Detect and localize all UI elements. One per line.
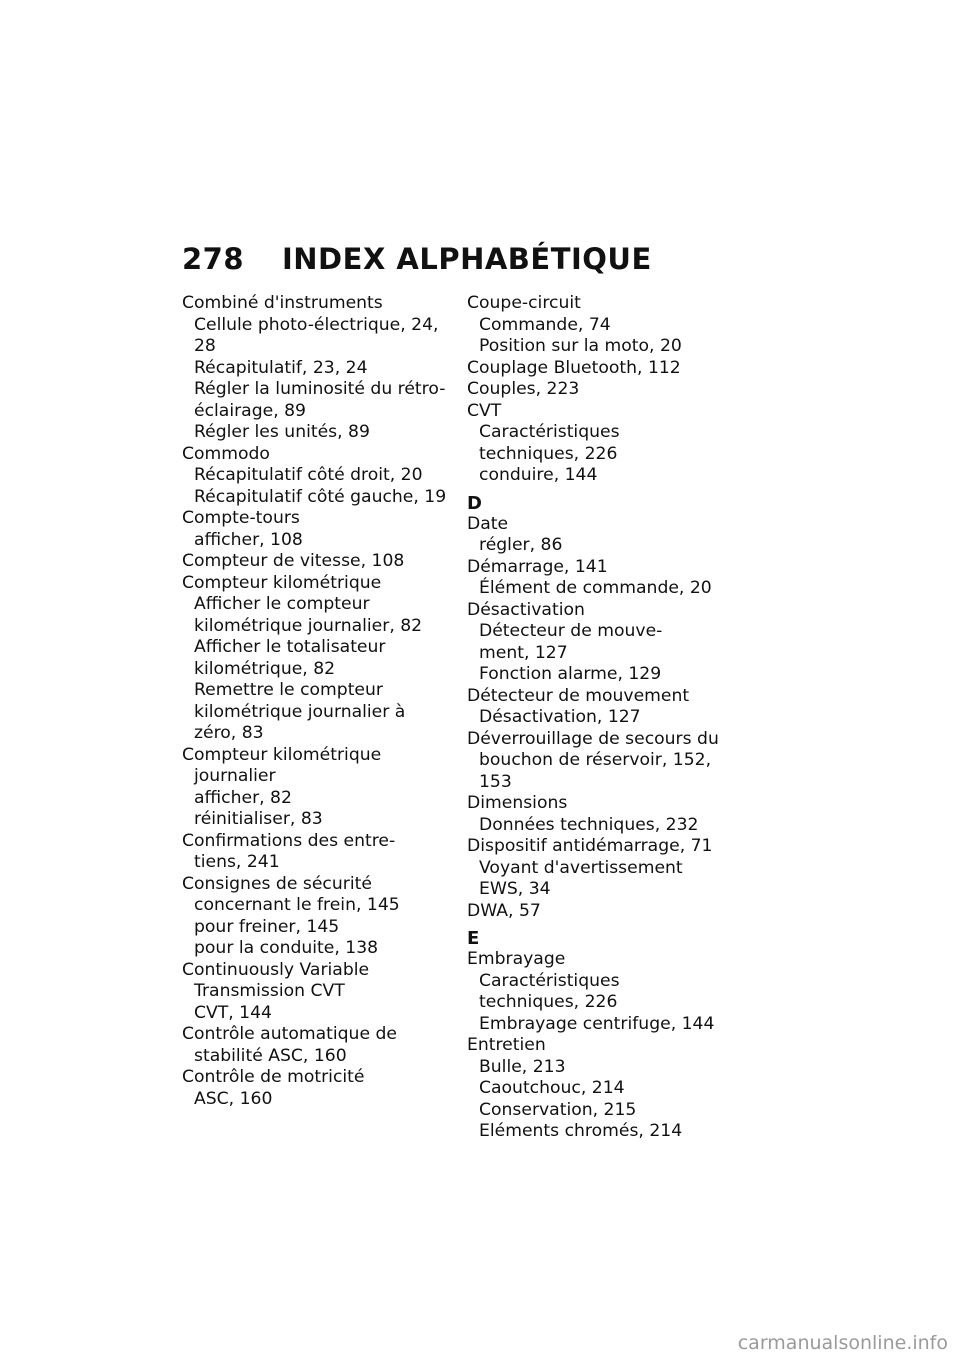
index-subentry: kilométrique, 82	[194, 658, 336, 679]
page-header	[182, 242, 652, 276]
index-entry: Détecteur de mouvement	[467, 685, 690, 706]
index-subentry: Caractéristiques	[479, 422, 620, 442]
index-subentry: Bulle, 213	[479, 1056, 566, 1077]
page-number: 278	[182, 242, 245, 276]
index-subentry: EWS, 34	[479, 879, 551, 899]
index-subentry: Caractéristiques	[479, 970, 620, 991]
index-subentry: Caoutchouc, 214	[479, 1078, 625, 1098]
index-subentry: Cellule photo-électrique, 24,	[194, 314, 439, 335]
index-subentry: Régler les unités, 89	[194, 422, 370, 442]
index-subentry: pour freiner, 145	[194, 916, 340, 937]
index-subentry: Récapitulatif côté droit, 20	[194, 465, 423, 485]
index-entry: Déverrouillage de secours du	[467, 728, 719, 749]
index-subentry: Afficher le compteur	[194, 594, 370, 614]
index-subentry: réinitialiser, 83	[194, 809, 323, 829]
index-entry: Démarrage, 141	[467, 556, 608, 577]
index-entry: Dispositif antidémarrage, 71	[467, 836, 713, 856]
index-entry: Date	[467, 513, 509, 534]
index-entry: Entretien	[467, 1035, 546, 1055]
index-subentry: Commande, 74	[479, 314, 611, 335]
index-subentry: zéro, 83	[194, 723, 264, 743]
index-subentry: Voyant d'avertissement	[479, 857, 683, 878]
index-entry: Compteur kilométrique	[182, 744, 382, 765]
index-subentry: Fonction alarme, 129	[479, 664, 662, 684]
index-subentry: Détecteur de mouve-	[479, 621, 663, 641]
index-subentry: techniques, 226	[479, 443, 618, 464]
index-subentry: éclairage, 89	[194, 400, 306, 421]
index-subentry: Données techniques, 232	[479, 814, 699, 835]
index-subentry: pour la conduite, 138	[194, 938, 379, 958]
index-entry: Couples, 223	[467, 379, 580, 399]
index-subentry: journalier	[194, 766, 276, 786]
index-subentry: afficher, 82	[194, 787, 292, 808]
index-subentry: Régler la luminosité du rétro-	[194, 379, 446, 399]
index-subentry: 153	[479, 771, 512, 792]
index-subentry: techniques, 226	[479, 992, 618, 1012]
index-entry: Embrayage	[467, 949, 566, 969]
index-subentry: stabilité ASC, 160	[194, 1045, 347, 1066]
index-entry: CVT	[467, 400, 502, 421]
index-entry: Combiné d'instruments	[182, 293, 383, 313]
index-entry: Dimensions	[467, 793, 568, 813]
index-section-letter: D	[467, 492, 482, 514]
index-subentry: Afficher le totalisateur	[194, 637, 386, 657]
index-entry: Continuously Variable	[182, 959, 370, 980]
index-subentry: régler, 86	[479, 535, 563, 555]
index-subentry: Eléments chromés, 214	[479, 1121, 683, 1141]
index-subentry: CVT, 144	[194, 1002, 272, 1023]
index-subentry: ment, 127	[479, 642, 568, 663]
index-column-left	[182, 293, 450, 1110]
index-subentry: afficher, 108	[194, 529, 303, 550]
page-title: INDEX ALPHABÉTIQUE	[282, 242, 652, 276]
index-section-letter: E	[467, 928, 480, 949]
index-subentry: kilométrique journalier à	[194, 701, 406, 722]
index-entry: Coupe-circuit	[467, 293, 581, 313]
index-subentry: concernant le frein, 145	[194, 895, 400, 915]
index-entry: Consignes de sécurité	[182, 873, 372, 894]
index-entry: Commodo	[182, 443, 270, 464]
watermark: carmanualsonline.info	[737, 1332, 948, 1354]
index-subentry: bouchon de réservoir, 152,	[479, 750, 712, 770]
index-subentry: ASC, 160	[194, 1088, 273, 1109]
index-subentry: Remettre le compteur	[194, 680, 383, 700]
index-subentry: Conservation, 215	[479, 1099, 637, 1120]
index-entry: DWA, 57	[467, 900, 541, 921]
index-entry: Désactivation	[467, 599, 585, 620]
index-entry: Compteur de vitesse, 108	[182, 551, 405, 571]
index-subentry: Embrayage centrifuge, 144	[479, 1013, 715, 1034]
index-entry: Couplage Bluetooth, 112	[467, 357, 681, 378]
index-entry: Confirmations des entre-	[182, 830, 396, 851]
index-entry: Contrôle de motricité	[182, 1067, 365, 1087]
index-subentry: Désactivation, 127	[479, 707, 641, 727]
index-subentry: conduire, 144	[479, 465, 598, 485]
index-subentry: Transmission CVT	[194, 981, 345, 1001]
index-entry: Compte-tours	[182, 508, 300, 528]
index-subentry: Récapitulatif côté gauche, 19	[194, 486, 447, 507]
index-subentry: kilométrique journalier, 82	[194, 615, 423, 636]
index-column-right	[467, 293, 747, 1143]
index-subentry: Position sur la moto, 20	[479, 336, 682, 356]
index-subentry: 28	[194, 336, 216, 356]
index-entry: Contrôle automatique de	[182, 1024, 397, 1044]
index-subentry: tiens, 241	[194, 852, 280, 872]
index-subentry: Récapitulatif, 23, 24	[194, 357, 368, 378]
index-entry: Compteur kilométrique	[182, 572, 382, 593]
index-subentry: Élément de commande, 20	[479, 578, 712, 598]
